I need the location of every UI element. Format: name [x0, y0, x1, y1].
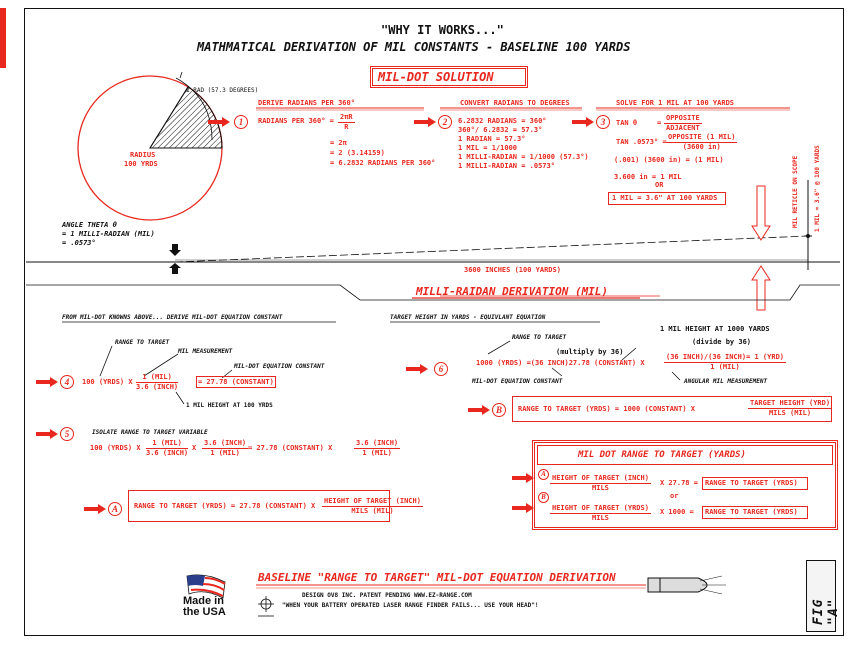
- eqB-left: RANGE TO TARGET (YRDS) = 1000 (CONSTANT) X: [518, 405, 696, 413]
- summaryA-arrow-icon: [512, 473, 534, 483]
- step6-arrow-icon: [406, 364, 428, 374]
- summary-or: or: [670, 492, 679, 500]
- step6-number: 6: [434, 362, 448, 376]
- step3-eq: =: [657, 119, 662, 127]
- step1-fraction: [338, 114, 355, 131]
- eq4-den: 3.6 (INCH): [136, 383, 179, 391]
- summaryB-number: B: [538, 492, 549, 503]
- step1-arrow-icon: [208, 117, 230, 127]
- eq5-den3: 1 (MIL): [362, 449, 392, 457]
- eqB-den: MILS (MIL): [768, 409, 812, 417]
- step1-number: 1: [234, 115, 248, 129]
- step3-number: 3: [596, 115, 610, 129]
- stepA-number: A: [108, 502, 122, 516]
- step3-opp2: OPPOSITE (1 MIL): [668, 133, 736, 141]
- step1-frac-num: 2πR: [340, 113, 353, 121]
- step4-arrow-icon: [36, 377, 58, 387]
- title-why-it-works: "WHY IT WORKS...": [381, 23, 504, 37]
- step5-arrow-icon: [36, 429, 58, 439]
- figure-label: FIG "A": [811, 598, 841, 625]
- divide-label: (divide by 36): [692, 338, 752, 346]
- rad-label: 1 RAD (57.3 DEGREES): [186, 87, 259, 94]
- eq5-num1: 1 (MIL): [146, 440, 188, 449]
- step3-line1: (.001) (3600 in) = (1 MIL): [614, 156, 724, 164]
- step3-arrow-icon: [572, 117, 594, 127]
- angle-theta-label: ANGLE THETA θ: [62, 221, 117, 229]
- step5-number: 5: [60, 427, 74, 441]
- footer-credits: DESIGN OV8 INC. PATENT PENDING WWW.EZ-RANGE.COM: [302, 592, 472, 599]
- eqA-fraction: [322, 498, 423, 515]
- eq5-x: X: [192, 444, 197, 452]
- step3-frac2: [666, 134, 737, 151]
- solution-title: MIL-DOT SOLUTION: [378, 70, 494, 84]
- angle-theta-line2: = 1 MILLI-RADIAN (MIL): [62, 230, 155, 238]
- step2-number: 2: [438, 115, 452, 129]
- stepA-arrow-icon: [84, 504, 106, 514]
- stepB-arrow-icon: [468, 405, 490, 415]
- footer-quote: "WHEN YOUR BATTERY OPERATED LASER RANGE FINDER FAILS... USE YOUR HEAD"!: [282, 602, 539, 609]
- step2-line: 1 MILLI-RADIAN = 1/1000 (57.3°): [458, 153, 589, 161]
- left-height-label: 1 MIL HEIGHT AT 100 YRDS: [186, 402, 273, 409]
- eqB-fraction: [748, 400, 832, 417]
- step1-frac-den: R: [344, 123, 349, 131]
- left-constant-label: MIL-DOT EQUATION CONSTANT: [234, 363, 325, 370]
- summaryB-mid: X 1000 =: [660, 508, 694, 516]
- eq5-num3: 3.6 (INCH): [356, 439, 399, 447]
- summaryB-arrow-icon: [512, 503, 534, 513]
- step2-line: 1 MILLI-RADIAN = .0573°: [458, 162, 555, 170]
- step2-arrow-icon: [414, 117, 436, 127]
- milli-radian-title: MILLI-RAIDAN DERIVATION (MIL): [416, 285, 609, 298]
- summaryA-mid: X 27.78 =: [660, 479, 698, 487]
- summaryA-den: MILS: [592, 484, 609, 492]
- eqA-num: HEIGHT OF TARGET (INCH): [324, 497, 421, 505]
- step3-tan: TAN θ: [616, 119, 638, 127]
- made-line2: the USA: [183, 606, 226, 618]
- summaryB-fraction: [550, 505, 651, 522]
- step3-opp: OPPOSITE: [666, 114, 700, 122]
- eq5-left: 100 (YRDS) X: [90, 444, 141, 452]
- stepB-number: B: [492, 403, 506, 417]
- step3-result: 1 MIL = 3.6" AT 100 YARDS: [612, 194, 718, 202]
- left-heading: FROM MIL-DOT KNOWNS ABOVE... DERIVE MIL-DOT EQUATION CONSTANT: [62, 314, 283, 321]
- step1-line3: = 2 (3.14159): [330, 149, 385, 157]
- footer-title: BASELINE "RANGE TO TARGET" MIL-DOT EQUATION DERIVATION: [258, 571, 616, 584]
- summaryA-num: HEIGHT OF TARGET (INCH): [552, 474, 649, 482]
- left-range-label: RANGE TO TARGET: [115, 339, 170, 346]
- step4-number: 4: [60, 375, 74, 389]
- angular-label: ANGULAR MIL MEASUREMENT: [684, 378, 768, 385]
- eq6-fraction: [664, 354, 786, 371]
- step3-adj: ADJACENT: [666, 124, 700, 132]
- step3-heading: SOLVE FOR 1 MIL AT 100 YARDS: [616, 99, 735, 107]
- step3-or: OR: [655, 181, 664, 189]
- summaryA-fraction: [550, 475, 651, 492]
- step2-line: 1 MIL = 1/1000: [458, 144, 518, 152]
- step3-tan2: TAN .0573° =: [616, 138, 667, 146]
- made-line1: Made in: [183, 595, 224, 607]
- step2-line: 360°/ 6.2832 = 57.3°: [458, 126, 543, 134]
- summaryA-number: A: [538, 469, 549, 480]
- baseline-label: 3600 INCHES (100 YARDS): [464, 266, 561, 274]
- eq5-den2: 1 (MIL): [210, 449, 240, 457]
- summaryB-num: HEIGHT OF TARGET (YRDS): [552, 504, 649, 512]
- angle-theta-line3: = .0573°: [62, 239, 96, 247]
- eq4-result: = 27.78 (CONSTANT): [198, 378, 274, 386]
- reticle-label: MIL RETICLE ON SCOPE: [792, 155, 799, 228]
- step3-frac1: [664, 115, 702, 132]
- mil-1000-label: 1 MIL HEIGHT AT 1000 YARDS: [660, 325, 770, 333]
- title-derivation: MATHMATICAL DERIVATION OF MIL CONSTANTS - BASELINE 100 YARDS: [197, 40, 631, 54]
- step1-line1: RADIANS PER 360° =: [258, 117, 334, 125]
- eqA-left: RANGE TO TARGET (YRDS) = 27.78 (CONSTANT) X: [134, 502, 316, 510]
- summaryB-den: MILS: [592, 514, 609, 522]
- step1-line4: = 6.2832 RADIANS PER 360°: [330, 159, 436, 167]
- multiply-label: (multiply by 36): [556, 348, 624, 356]
- eq4-fraction: [136, 374, 178, 391]
- right-constant-label: MIL-DOT EQUATION CONSTANT: [472, 378, 563, 385]
- eq5-frac3: [354, 440, 400, 457]
- summaryB-result: RANGE TO TARGET (YRDS): [705, 508, 798, 516]
- eq5-num2: 3.6 (INCH): [204, 439, 247, 447]
- eq5-result: = 27.78 (CONSTANT) X: [248, 444, 333, 452]
- radius-value: 100 YRDS: [124, 160, 158, 168]
- step3-adj2: (3600 in): [682, 143, 721, 151]
- step2-heading: CONVERT RADIANS TO DEGREES: [460, 99, 570, 107]
- eqA-den: MILS (MIL): [351, 507, 394, 515]
- eq6-num: (36 INCH)/(36 INCH)= 1 (YRD): [666, 353, 785, 361]
- step1-heading: DERIVE RADIANS PER 360°: [258, 99, 355, 107]
- step3-line2: 3.600 in = 1 MIL: [614, 173, 682, 181]
- eq5-frac2: [202, 440, 248, 457]
- right-range-label: RANGE TO TARGET: [512, 334, 567, 341]
- summaryA-result: RANGE TO TARGET (YRDS): [705, 479, 798, 487]
- eq4-num: 1 (MIL): [136, 374, 178, 383]
- step1-line2: = 2π: [330, 139, 347, 147]
- reticle-mil-label: 1 MIL = 3.6" @ 100 YARDS: [814, 145, 821, 232]
- eq6-left: 1000 (YRDS) =(36 INCH)27.78 (CONSTANT) X: [476, 359, 645, 367]
- eq5-den1: 3.6 (INCH): [146, 449, 189, 457]
- eq5-frac1: [146, 440, 188, 457]
- made-in-usa-logo: [183, 596, 226, 618]
- radius-label: RADIUS: [130, 151, 156, 159]
- step2-line: 6.2832 RADIANS = 360°: [458, 117, 547, 125]
- eqB-num: TARGET HEIGHT (YRD): [750, 399, 831, 407]
- eq4-left: 100 (YRDS) X: [82, 378, 133, 386]
- summary-title: MIL DOT RANGE TO TARGET (YARDS): [578, 450, 746, 460]
- right-heading: TARGET HEIGHT IN YARDS - EQUIVLANT EQUATION: [390, 314, 546, 321]
- eq6-den: 1 (MIL): [710, 363, 740, 371]
- isolate-label: ISOLATE RANGE TO TARGET VARIABLE: [92, 429, 208, 436]
- ez-range-logo-icon: [258, 596, 274, 616]
- step2-line: 1 RADIAN = 57.3°: [458, 135, 526, 143]
- bullet-icon: [648, 576, 726, 594]
- left-mil-measurement: MIL MEASUREMENT: [178, 348, 233, 355]
